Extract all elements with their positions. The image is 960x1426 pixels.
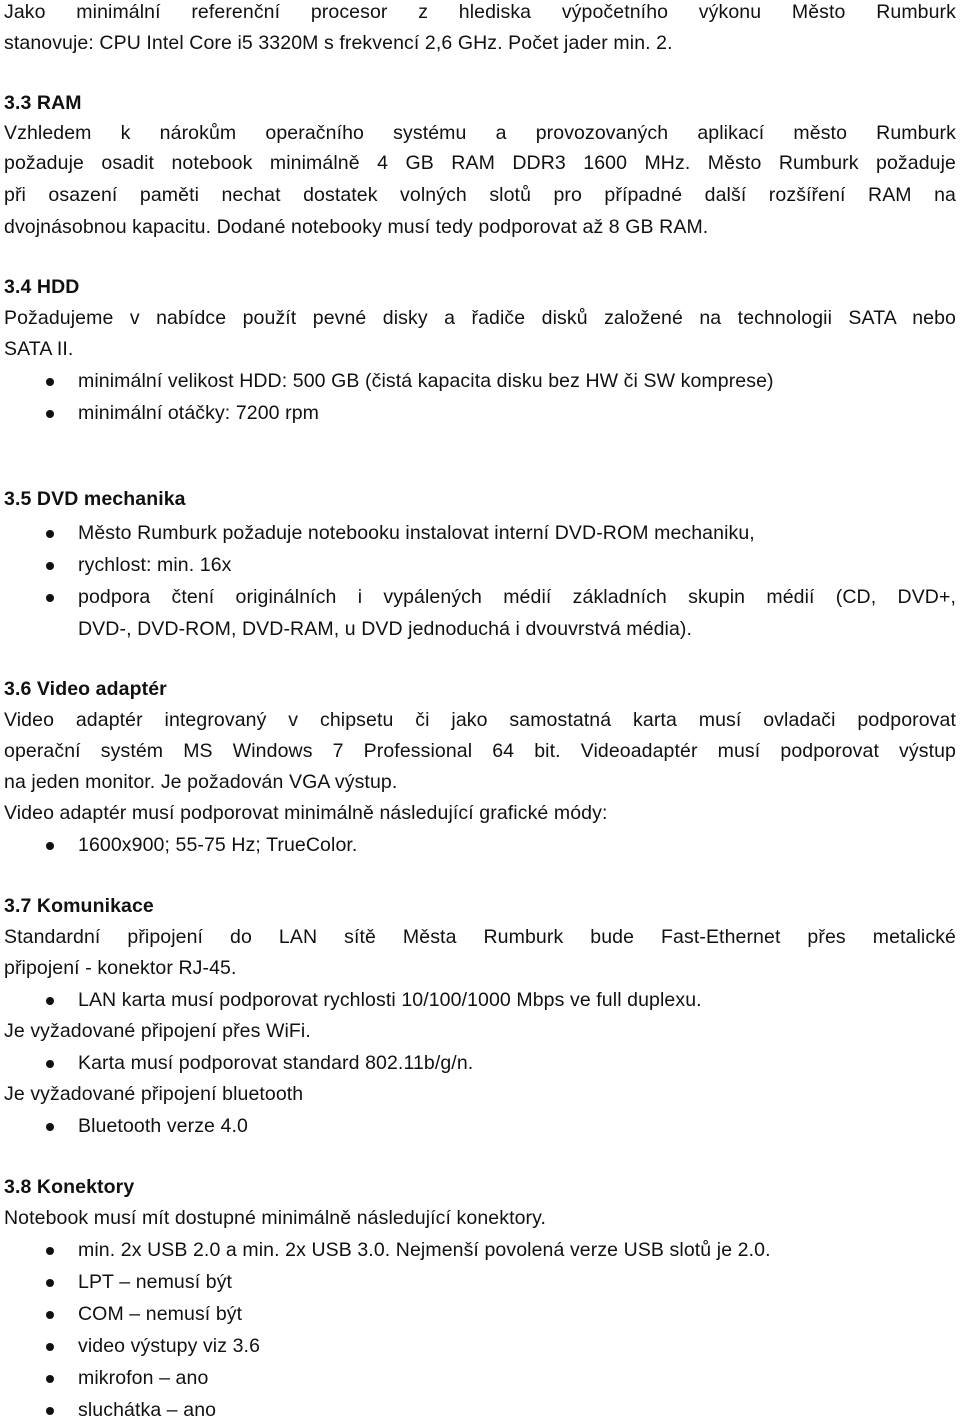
paragraph-line: při osazení paměti nechat dostatek volných slotů pro případné další rozšíření RAM na (4, 184, 956, 206)
paragraph-line: Notebook musí mít dostupné minimálně následující konektory. (4, 1207, 547, 1229)
list-item: podpora čtení originálních i vypálených médií základních skupin médií (CD, DVD+, (78, 586, 956, 608)
list-item: minimální velikost HDD: 500 GB (čistá kapacita disku bez HW či SW komprese) (78, 370, 774, 392)
paragraph-line: Je vyžadované připojení bluetooth (4, 1083, 304, 1105)
bullet-icon (46, 562, 54, 570)
bullet-icon (46, 1247, 54, 1255)
list-item: COM – nemusí být (78, 1303, 243, 1325)
list-item: min. 2x USB 2.0 a min. 2x USB 3.0. Nejmenší povolená verze USB slotů je 2.0. (78, 1239, 771, 1261)
list-item: LAN karta musí podporovat rychlosti 10/100/1000 Mbps ve full duplexu. (78, 989, 702, 1011)
paragraph-line: Video adaptér musí podporovat minimálně následující grafické módy: (4, 802, 608, 824)
section-heading-ram: 3.3 RAM (4, 92, 82, 114)
bullet-icon (46, 1279, 54, 1287)
bullet-icon (46, 1060, 54, 1068)
paragraph-line: stanovuje: CPU Intel Core i5 3320M s frekvencí 2,6 GHz. Počet jader min. 2. (4, 32, 673, 54)
paragraph-line: připojení - konektor RJ-45. (4, 957, 237, 979)
list-item: Karta musí podporovat standard 802.11b/g/n. (78, 1052, 474, 1074)
paragraph-line: dvojnásobnou kapacitu. Dodané notebooky musí tedy podporovat až 8 GB RAM. (4, 216, 709, 238)
list-item: sluchátka – ano (78, 1399, 217, 1421)
list-item: video výstupy viz 3.6 (78, 1335, 261, 1357)
bullet-icon (46, 1407, 54, 1415)
list-item: 1600x900; 55-75 Hz; TrueColor. (78, 834, 358, 856)
list-item: mikrofon – ano (78, 1367, 209, 1389)
bullet-icon (46, 1123, 54, 1131)
section-heading-communication: 3.7 Komunikace (4, 895, 154, 917)
bullet-icon (46, 378, 54, 386)
bullet-icon (46, 530, 54, 538)
paragraph-line: Jako minimální referenční procesor z hlediska výpočetního výkonu Město Rumburk (4, 1, 956, 23)
list-item: LPT – nemusí být (78, 1271, 233, 1293)
list-item: minimální otáčky: 7200 rpm (78, 402, 320, 424)
paragraph-line: Požadujeme v nabídce použít pevné disky a řadiče disků založené na technologii SATA nebo (4, 307, 956, 329)
bullet-icon (46, 410, 54, 418)
bullet-icon (46, 1375, 54, 1383)
bullet-icon (46, 1343, 54, 1351)
paragraph-line: Standardní připojení do LAN sítě Města Rumburk bude Fast-Ethernet přes metalické (4, 926, 956, 948)
section-heading-video: 3.6 Video adaptér (4, 678, 167, 700)
section-heading-connectors: 3.8 Konektory (4, 1176, 135, 1198)
paragraph-line: SATA II. (4, 338, 74, 360)
bullet-icon (46, 842, 54, 850)
paragraph-line: požaduje osadit notebook minimálně 4 GB RAM DDR3 1600 MHz. Město Rumburk požaduje (4, 152, 956, 174)
paragraph-line: Vzhledem k nárokům operačního systému a provozovaných aplikací město Rumburk (4, 122, 956, 144)
section-heading-hdd: 3.4 HDD (4, 276, 80, 298)
list-item: rychlost: min. 16x (78, 554, 232, 576)
paragraph-line: na jeden monitor. Je požadován VGA výstup. (4, 771, 398, 793)
bullet-icon (46, 594, 54, 602)
list-item: Bluetooth verze 4.0 (78, 1115, 248, 1137)
section-heading-dvd: 3.5 DVD mechanika (4, 488, 186, 510)
list-item-continued: DVD-, DVD-ROM, DVD-RAM, u DVD jednoduchá i dvouvrstvá média). (78, 618, 693, 640)
paragraph-line: Video adaptér integrovaný v chipsetu či jako samostatná karta musí ovladači podporovat (4, 709, 956, 731)
paragraph-line: Je vyžadované připojení přes WiFi. (4, 1020, 311, 1042)
bullet-icon (46, 1311, 54, 1319)
bullet-icon (46, 997, 54, 1005)
paragraph-line: operační systém MS Windows 7 Professional 64 bit. Videoadaptér musí podporovat výstup (4, 740, 956, 762)
list-item: Město Rumburk požaduje notebooku instalovat interní DVD-ROM mechaniku, (78, 522, 755, 544)
